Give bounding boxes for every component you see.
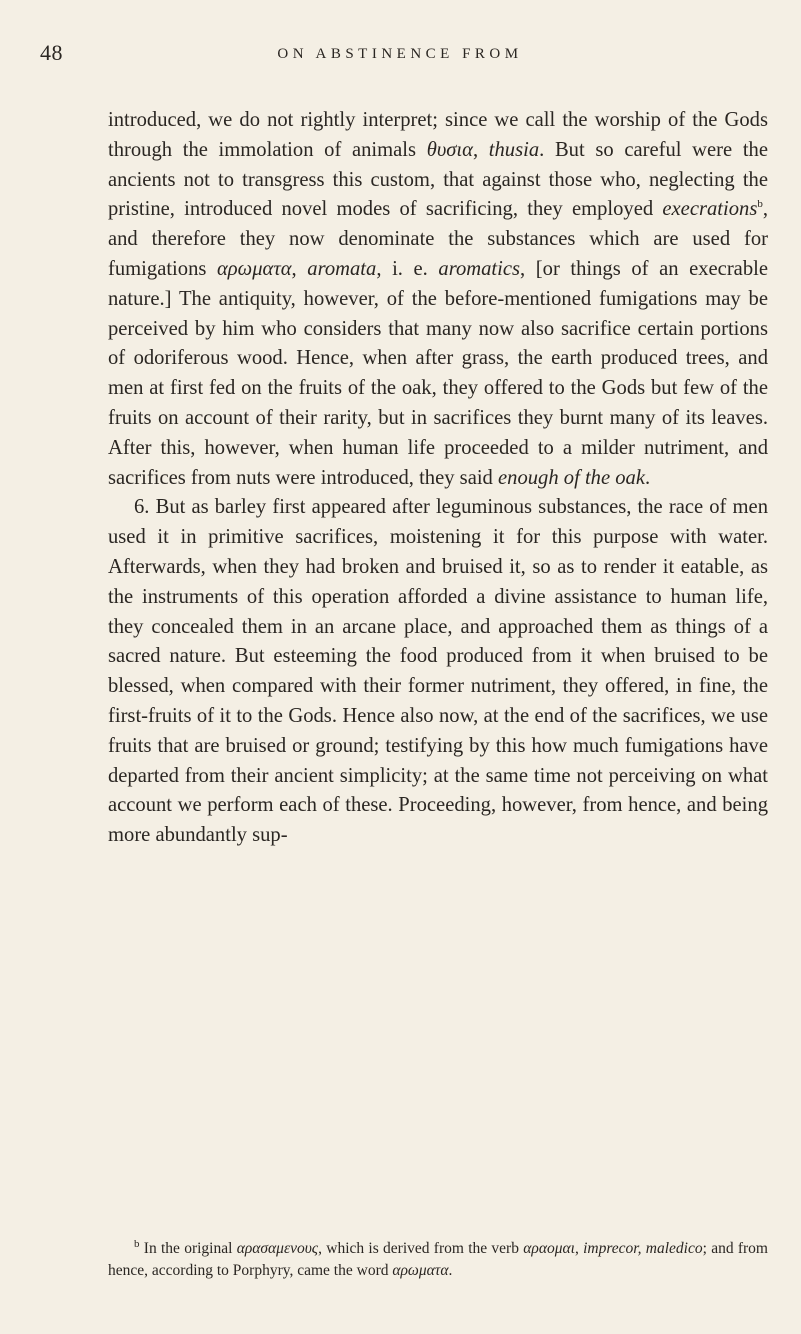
text-segment: , [or things of an execrable nature.] The antiquity, however, of the before-mentioned fumigations may be perceived by him who considers that many now also sacrifice certain portions of odoriferous wood. Hence, when after grass, the earth produced trees, and men at first fed on the fruits of the oak, they offered to the Gods but few of the fruits on account of their rarity, but in sacrifices they burnt many of its leaves. After this, however, when human life proceeded to a milder nutriment, and sacrifices from nuts were introduced, they said xyxy=(108,257,768,489)
italic-word: aromata xyxy=(307,257,377,280)
running-head: ON ABSTINENCE FROM xyxy=(277,46,523,62)
italic-phrase: enough of the oak xyxy=(498,466,645,489)
italic-word: aromatics xyxy=(438,257,521,280)
greek-word: αρωματα xyxy=(216,257,292,280)
text-segment: , xyxy=(574,1240,584,1257)
text-segment: , xyxy=(472,138,489,161)
text-segment: , xyxy=(291,257,308,280)
text-segment: . xyxy=(645,466,651,489)
italic-word: execrations xyxy=(662,198,758,221)
paragraph-continued xyxy=(108,106,768,493)
text-segment: , which is derived from the verb xyxy=(318,1240,524,1257)
greek-word: αρασαμενους xyxy=(236,1240,319,1257)
text-segment: introduced, we do not rightly interpret; since we call the worship of the Gods through the immolation of animals xyxy=(108,109,768,161)
greek-word: θυσια xyxy=(426,138,473,161)
page-header xyxy=(40,40,760,80)
text-segment: . xyxy=(448,1262,453,1279)
italic-word: thusia xyxy=(488,138,540,161)
page-number: 48 xyxy=(40,40,63,65)
text-segment: , i. e. xyxy=(376,257,439,280)
text-segment: In the original xyxy=(139,1240,237,1257)
footnote-reference[interactable]: b xyxy=(757,198,763,211)
body-text xyxy=(108,106,768,851)
italic-phrase: imprecor, maledico xyxy=(583,1240,703,1257)
footnote-mark: b xyxy=(134,1237,140,1250)
text-segment: ; and from hence, according to Porphyry, came the word xyxy=(108,1240,768,1279)
paragraph-6: 6. But as barley first appeared after leguminous substances, the race of men used it in primitive sacrifices, moistening it for this purpose with water. Afterwards, when they had broken and bruised it, so as to render it eatable, as the instruments of this operation afforded a divine assistance to human life, they concealed them in an arcane place, and approached them as things of a sacred nature. But esteeming the food produced from it when bruised to be blessed, when compared with their former nutriment, they offered, in fine, the first-fruits of it to the Gods. Hence also now, at the end of the sacrifices, we use fruits that are bruised or ground; testifying by this how much fumigations have departed from their ancient simplicity; at the same time not perceiving on what account we perform each of these. Proceeding, however, from hence, and being more abundantly sup- xyxy=(108,496,768,847)
footnote xyxy=(108,1238,768,1282)
text-segment: . But so careful were the ancients not to transgress this custom, that against those who, neglecting the pristine, introduced novel modes of sacrificing, they employed xyxy=(108,138,768,221)
greek-word: αραομαι xyxy=(523,1240,575,1257)
text-segment: , and therefore they now denominate the substances which are used for fumigations xyxy=(108,198,768,280)
greek-word: αρωματα xyxy=(392,1262,449,1279)
